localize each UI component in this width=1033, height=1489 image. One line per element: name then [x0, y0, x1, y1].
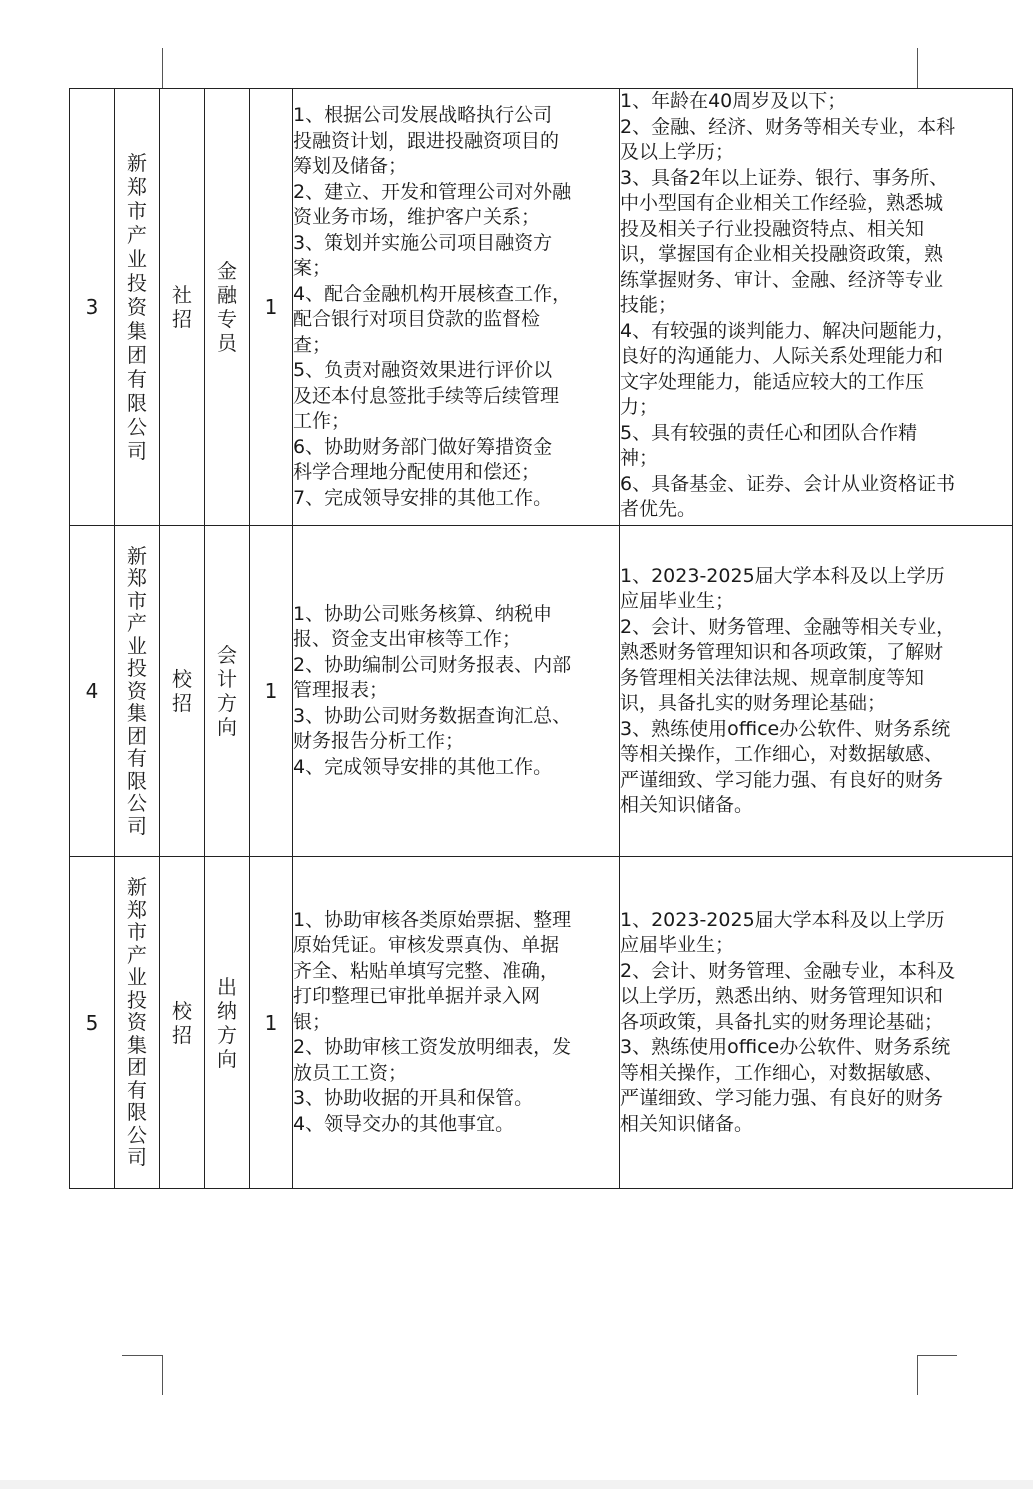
text-line: 查；	[293, 333, 332, 356]
char: 业	[127, 633, 147, 658]
text-line: 1、2023-2025届大学本科及以上学历	[620, 908, 945, 931]
char: 投	[127, 656, 147, 681]
table-row	[70, 526, 1013, 857]
text-line: 者优先。	[620, 498, 697, 520]
text-line: 识，具备扎实的财务理论基础；	[620, 692, 887, 714]
char: 方	[217, 691, 237, 715]
char: 投	[127, 987, 147, 1012]
char: 业	[127, 247, 147, 271]
char: 招	[172, 691, 192, 715]
text-line: 相关知识储备。	[620, 794, 754, 816]
text-line: 4、完成领导安排的其他工作。	[293, 755, 553, 778]
char: 团	[127, 343, 147, 367]
page-bottom-strip	[0, 1480, 1033, 1489]
char: 金	[217, 259, 237, 283]
char: 资	[127, 678, 147, 703]
text-line: 资业务市场，维护客户关系；	[293, 206, 541, 228]
char: 员	[217, 331, 237, 355]
text-line: 等相关操作，工作细心，对数据敏感、	[620, 1061, 944, 1084]
text-line: 5、负责对融资效果进行评价以	[293, 359, 553, 381]
text-line: 神；	[620, 447, 659, 469]
char: 有	[127, 1077, 147, 1102]
char: 融	[217, 283, 237, 307]
recruitment-table	[69, 88, 1013, 1189]
text-line: 及还本付息签批手续等后续管理	[293, 384, 560, 407]
char: 专	[217, 307, 237, 331]
char: 集	[127, 319, 147, 343]
requirements-cell	[620, 857, 1013, 1189]
text-line: 案；	[293, 257, 332, 279]
crop-mark-bottom-right-v	[917, 1355, 918, 1395]
text-line: 务管理相关法律法规、规章制度等知	[620, 666, 925, 689]
recruit-type-cell	[160, 526, 205, 857]
text-line: 放员工工资；	[293, 1061, 408, 1084]
row-number: 3	[70, 89, 115, 526]
text-line: 6、协助财务部门做好筹措资金	[293, 435, 553, 458]
crop-mark-bottom-left-h	[122, 1355, 162, 1356]
char: 资	[127, 1010, 147, 1035]
text-line: 3、具备2年以上证券、银行、事务所、	[620, 166, 949, 189]
char: 向	[217, 1046, 237, 1071]
text-line: 报、资金支出审核等工作；	[293, 628, 522, 651]
char: 团	[127, 723, 147, 748]
text-line: 科学合理地分配使用和偿还；	[293, 461, 541, 483]
text-line: 熟悉财务管理知识和各项政策，了解财	[620, 641, 944, 663]
char: 社	[172, 283, 192, 307]
char: 郑	[127, 566, 147, 591]
char: 公	[127, 415, 147, 439]
char: 向	[217, 715, 237, 739]
char: 新	[127, 151, 147, 175]
char: 团	[127, 1055, 147, 1080]
char: 市	[127, 199, 147, 223]
headcount-cell: 1	[250, 89, 293, 526]
row-number: 4	[70, 526, 115, 857]
text-line: 1、协助审核各类原始票据、整理	[293, 908, 572, 931]
char: 集	[127, 701, 147, 726]
headcount-cell: 1	[250, 526, 293, 857]
char: 方	[217, 1022, 237, 1047]
char: 公	[127, 791, 147, 816]
text-line: 4、配合金融机构开展核查工作，	[293, 282, 572, 305]
text-line: 应届毕业生；	[620, 590, 735, 612]
text-line: 6、具备基金、证券、会计从业资格证书	[620, 472, 956, 495]
char: 新	[127, 543, 147, 568]
text-line: 相关知识储备。	[620, 1112, 754, 1135]
char: 新	[127, 875, 147, 900]
char: 有	[127, 367, 147, 391]
text-line: 银；	[293, 1010, 332, 1033]
text-line: 7、完成领导安排的其他工作。	[293, 486, 553, 509]
text-line: 4、领导交办的其他事宜。	[293, 1112, 515, 1135]
char: 会	[217, 643, 237, 667]
text-line: 2、金融、经济、财务等相关专业，本科	[620, 115, 956, 138]
company-name-cell	[115, 857, 160, 1189]
position-name-cell	[205, 89, 250, 526]
duties-cell	[293, 89, 620, 526]
table-row	[70, 89, 1013, 526]
char: 招	[172, 307, 192, 331]
text-line: 3、策划并实施公司项目融资方	[293, 231, 553, 254]
text-line: 1、协助公司账务核算、纳税申	[293, 602, 553, 625]
row-number: 5	[70, 857, 115, 1189]
char: 公	[127, 1122, 147, 1147]
text-line: 中小型国有企业相关工作经验，熟悉城	[620, 192, 944, 214]
recruit-type-cell	[160, 857, 205, 1189]
text-line: 筹划及储备；	[293, 155, 408, 177]
text-line: 3、协助收据的开具和保管。	[293, 1087, 534, 1110]
char: 资	[127, 295, 147, 319]
text-line: 技能；	[620, 294, 678, 316]
char: 司	[127, 439, 147, 463]
text-line: 投及相关子行业投融资特点、相关知	[620, 217, 925, 240]
text-line: 1、2023-2025届大学本科及以上学历	[620, 564, 945, 587]
text-line: 5、具有较强的责任心和团队合作精	[620, 421, 918, 444]
text-line: 严谨细致、学习能力强、有良好的财务	[620, 1087, 944, 1110]
company-name-cell	[115, 526, 160, 857]
char: 郑	[127, 897, 147, 922]
char: 出	[217, 974, 237, 999]
char: 司	[127, 813, 147, 838]
requirements-cell	[620, 89, 1013, 526]
headcount-cell: 1	[250, 857, 293, 1189]
text-line: 严谨细致、学习能力强、有良好的财务	[620, 768, 944, 791]
char: 限	[127, 391, 147, 415]
char: 市	[127, 920, 147, 945]
crop-mark-bottom-left-v	[162, 1355, 163, 1395]
text-line: 各项政策，具备扎实的财务理论基础；	[620, 1010, 944, 1033]
char: 招	[172, 1022, 192, 1047]
text-line: 力；	[620, 396, 659, 418]
text-line: 配合银行对项目贷款的监督检	[293, 308, 541, 330]
char: 产	[127, 942, 147, 967]
text-line: 3、熟练使用office办公软件、财务系统	[620, 717, 951, 740]
text-line: 文字处理能力，能适应较大的工作压	[620, 370, 925, 393]
char: 司	[127, 1145, 147, 1170]
char: 投	[127, 271, 147, 295]
text-line: 投融资计划，跟进投融资项目的	[293, 129, 560, 152]
text-line: 2、协助审核工资发放明细表，发	[293, 1036, 572, 1059]
text-line: 原始凭证。审核发票真伪、单据	[293, 934, 560, 957]
text-line: 识，掌握国有企业相关投融资政策，熟	[620, 243, 944, 265]
text-line: 1、根据公司发展战略执行公司	[293, 104, 553, 126]
crop-mark-top-left-v	[162, 48, 163, 88]
table-row	[70, 857, 1013, 1189]
duties-cell	[293, 526, 620, 857]
char: 计	[217, 667, 237, 691]
text-line: 2、建立、开发和管理公司对外融	[293, 180, 572, 203]
crop-mark-bottom-right-h	[917, 1355, 957, 1356]
char: 限	[127, 768, 147, 793]
duties-cell	[293, 857, 620, 1189]
text-line: 工作；	[293, 410, 351, 432]
text-line: 管理报表；	[293, 679, 389, 702]
text-line: 打印整理已审批单据并录入网	[293, 985, 541, 1008]
char: 市	[127, 588, 147, 613]
text-line: 以上学历，熟悉出纳、财务管理知识和	[620, 985, 944, 1008]
text-line: 4、有较强的谈判能力、解决问题能力，	[620, 319, 956, 342]
text-line: 良好的沟通能力、人际关系处理能力和	[620, 345, 944, 367]
text-line: 齐全、粘贴单填写完整、准确，	[293, 959, 560, 982]
char: 产	[127, 223, 147, 247]
text-line: 2、协助编制公司财务报表、内部	[293, 653, 572, 676]
recruit-type-cell	[160, 89, 205, 526]
text-line: 3、协助公司财务数据查询汇总、	[293, 704, 572, 727]
text-line: 2、会计、财务管理、金融等相关专业，	[620, 615, 956, 638]
char: 集	[127, 1032, 147, 1057]
char: 有	[127, 746, 147, 771]
text-line: 财务报告分析工作；	[293, 730, 465, 753]
text-line: 及以上学历；	[620, 141, 735, 163]
char: 校	[172, 667, 192, 691]
crop-mark-top-right-v	[917, 48, 918, 88]
position-name-cell	[205, 526, 250, 857]
company-name-cell	[115, 89, 160, 526]
text-line: 2、会计、财务管理、金融专业，本科及	[620, 959, 956, 982]
text-line: 应届毕业生；	[620, 934, 735, 957]
text-line: 1、年龄在40周岁及以下；	[620, 90, 847, 112]
text-line: 3、熟练使用office办公软件、财务系统	[620, 1036, 951, 1059]
position-name-cell	[205, 857, 250, 1189]
char: 郑	[127, 175, 147, 199]
char: 业	[127, 965, 147, 990]
text-line: 等相关操作，工作细心，对数据敏感、	[620, 743, 944, 765]
char: 限	[127, 1100, 147, 1125]
char: 产	[127, 611, 147, 636]
requirements-cell	[620, 526, 1013, 857]
char: 纳	[217, 998, 237, 1023]
text-line: 练掌握财务、审计、金融、经济等专业	[620, 268, 944, 291]
char: 校	[172, 998, 192, 1023]
